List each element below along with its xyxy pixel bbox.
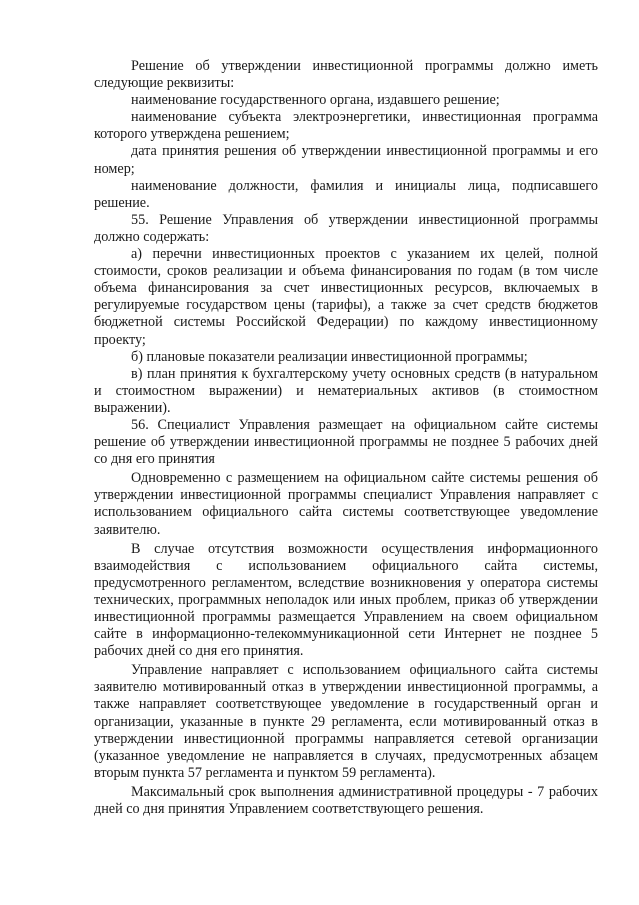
- paragraph-requisite-signatory: наименование должности, фамилия и инициалы лица, подписавшего решение.: [94, 177, 598, 211]
- paragraph-requisites-intro: Решение об утверждении инвестиционной программы должно иметь следующие реквизиты:: [94, 58, 598, 92]
- paragraph-notification: Одновременно с размещением на официальном сайте системы решения об утверждении инвестиционной программы специалист Управления направляет с использованием официального сайта системы соответствующее уведомление заявителю.: [94, 470, 598, 538]
- paragraph-refusal: Управление направляет с использованием официального сайта системы заявителю мотивированный отказ в утверждении инвестиционной программы, а также направляет соответствующее уведомление в государственный орган и организации, указанные в пункте 29 регламента, если мотивированный отказ в утверждении инвестиционной программы направляется сетевой организации (указанное уведомление не направляется в случаях, предусмотренных абзацем вторым пункта 57 регламента и пунктом 59 регламента).: [94, 662, 598, 781]
- paragraph-max-term: Максимальный срок выполнения административной процедуры - 7 рабочих дней со дня принятия Управлением соответствующего решения.: [94, 783, 598, 818]
- paragraph-requisite-authority: наименование государственного органа, издавшего решение;: [131, 92, 500, 109]
- paragraph-item-55-a: а) перечни инвестиционных проектов с указанием их целей, полной стоимости, сроков реализации и объема финансирования по годам (в том числе объема финансирования за счет инвестиционных ресурсов, включаемых в регулируемые государством цены (тарифы), а также за счет средств бюджетов бюджетной системы Российской Федерации) по каждому инвестиционному проекту;: [94, 246, 598, 348]
- paragraph-requisite-date: дата принятия решения об утверждении инвестиционной программы и его номер;: [94, 143, 598, 177]
- document-page: [94, 58, 598, 818]
- paragraph-item-55: 55. Решение Управления об утверждении инвестиционной программы должно содержать:: [94, 211, 598, 245]
- paragraph-fallback: В случае отсутствия возможности осуществления информационного взаимодействия с использованием официального сайта системы, предусмотренного регламентом, вследствие возникновения у оператора системы технических, программных неполадок или иных проблем, приказ об утверждении инвестиционной программы размещается Управлением на своем официальном сайте в информационно-телекоммуникационной сети Интернет не позднее 5 рабочих дней со дня его принятия.: [94, 540, 598, 660]
- paragraph-item-56: 56. Специалист Управления размещает на официальном сайте системы решение об утверждении инвестиционной программы не позднее 5 рабочих дней со дня его принятия: [94, 416, 598, 468]
- paragraph-item-55-c: в) план принятия к бухгалтерскому учету основных средств (в натуральном и стоимостном выражении) и нематериальных активов (в стоимостном выражении).: [94, 365, 598, 416]
- paragraph-item-55-b: б) плановые показатели реализации инвестиционной программы;: [131, 348, 528, 365]
- paragraph-requisite-subject: наименование субъекта электроэнергетики, инвестиционная программа которого утверждена решением;: [94, 109, 598, 143]
